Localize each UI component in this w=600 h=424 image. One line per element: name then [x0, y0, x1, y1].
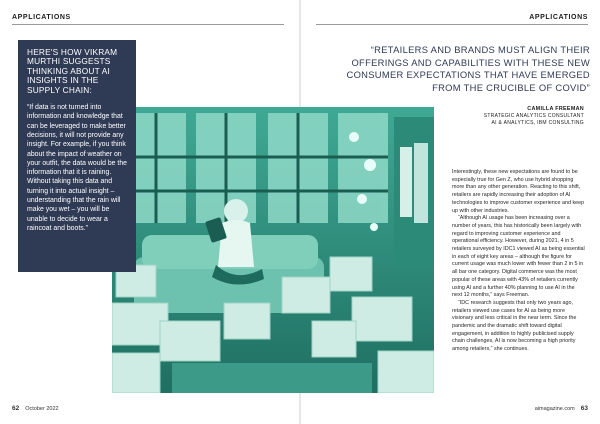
- footer-right: [535, 405, 588, 412]
- body-paragraph: “IDC research suggests that only two years ago, retailers viewed use cases for AI as being more visionary and less critical in the near term. Since the pandemic and the dramatic shift toward digital engagement, in addition to highly publicised supply chain challenges, AI is now becoming a high priority among retailers,” she continues.: [452, 299, 577, 353]
- footer-left: [12, 405, 59, 412]
- attribution: [484, 106, 584, 127]
- issue-date: October 2022: [25, 406, 59, 412]
- attribution-title: STRATEGIC ANALYTICS CONSULTANT: [483, 113, 584, 119]
- sidebar-quote: “If data is not turned into information and knowledge that can be leveraged to make better decisions, it will not provide any insight. For example, if you think about the impact of weather on your outfit, the data would be the information that it is raining. Without taking this data and turning it into actual insight – understanding that the rain will make you wet – you will be unable to decide to wear a raincoat and boots.”: [27, 104, 127, 232]
- section-header-left: APPLICATIONS: [12, 14, 71, 21]
- page-number-left: 62: [12, 405, 20, 412]
- page-number-right: 63: [580, 405, 588, 412]
- body-paragraph: Interestingly, these new expectations are found to be especially true for Gen Z, who use hybrid shopping more than any other generation. Reacting to this shift, retailers are rapidly increasing their adoption of AI technologies to improve customer experience and keep up with other industries.: [452, 169, 585, 214]
- section-header-right: APPLICATIONS: [529, 14, 588, 21]
- header-rule-left: [12, 24, 284, 25]
- pull-quote: “RETAILERS AND BRANDS MUST ALIGN THEIR OFFERINGS AND CAPABILITIES WITH THESE NEW CONSUMER EXPECTATIONS THAT HAVE EMERGED FROM THE CRUCIBLE OF COVID”: [346, 44, 590, 93]
- attribution-name: CAMILLA FREEMAN: [527, 106, 584, 112]
- attribution-org: AI & ANALYTICS, IBM CONSULTING: [491, 120, 584, 126]
- hero-photo: [112, 107, 434, 393]
- article-body: [452, 169, 586, 354]
- sidebar-heading: HERE'S HOW VIKRAM MURTHI SUGGESTS THINKING ABOUT AI INSIGHTS IN THE SUPPLY CHAIN:: [27, 47, 118, 95]
- site-url: aimagazine.com: [534, 406, 575, 412]
- body-paragraph: “Although AI usage has been increasing over a number of years, this has historically been largely with regard to improving customer experience and operational efficiency. However, during 2021, 4 in 5 retailers surveyed by IDC1 viewed AI as being essential in each of eight key areas – although the figure for current usage was much lower with fewer than 2 in 5 in all bar one category. Digital commerce was the most popular of these areas with 43% of retailers currently using AI and a further 40% planning to use AI in the next 12 months,” says Freeman.: [452, 215, 585, 299]
- sidebar-box: [18, 40, 136, 272]
- header-rule-right: [316, 24, 588, 25]
